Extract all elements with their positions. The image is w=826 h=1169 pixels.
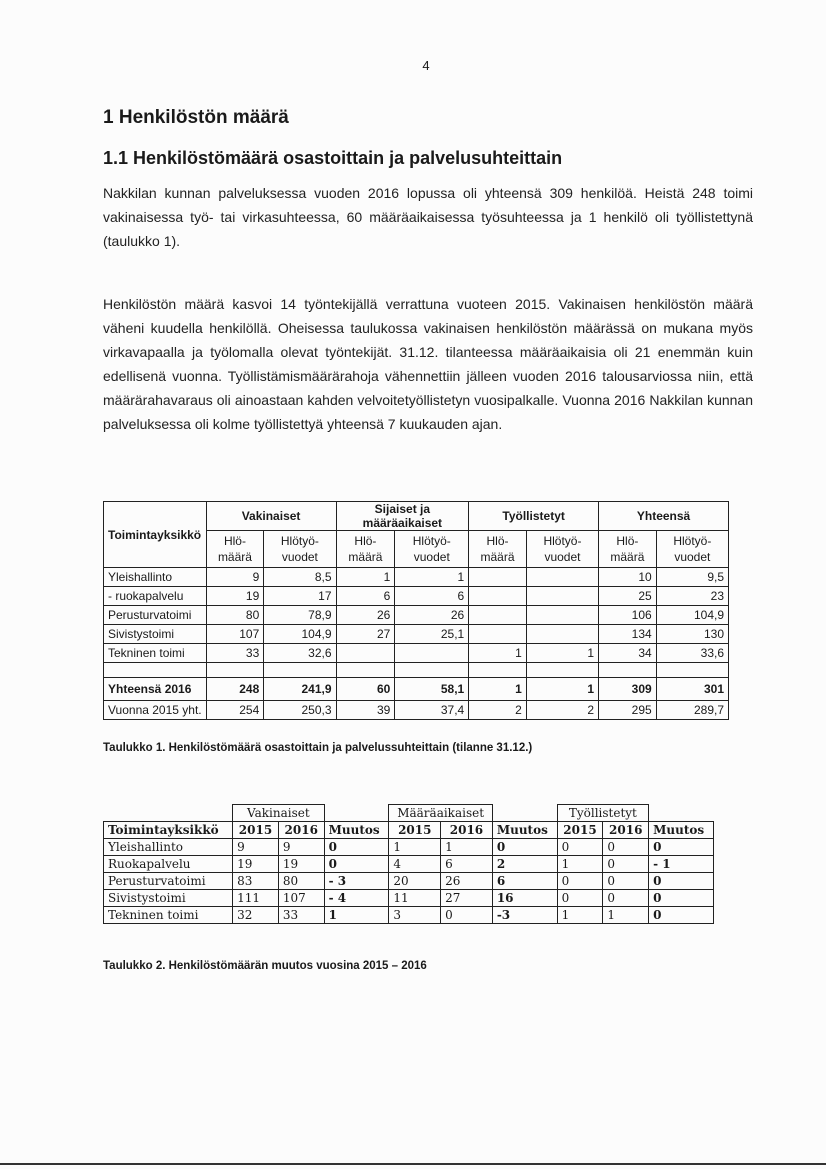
col-header: 2015 [557, 822, 603, 839]
cell: 25,1 [395, 625, 469, 644]
cell: 1 [557, 856, 603, 873]
cell: 39 [336, 701, 395, 720]
table-row [104, 568, 729, 587]
row-label: Perusturvatoimi [104, 873, 233, 890]
group-header: Vakinaiset [206, 502, 336, 531]
sub-header: Hlö-määrä [599, 531, 657, 568]
cell: 33,6 [656, 644, 728, 663]
cell: 83 [233, 873, 279, 890]
cell: 0 [603, 856, 649, 873]
cell: 1 [469, 644, 527, 663]
cell [526, 606, 598, 625]
cell: 60 [336, 678, 395, 701]
cell: 32 [233, 907, 279, 924]
table-row [104, 701, 729, 720]
spacer-row [104, 663, 729, 678]
table-row [104, 839, 714, 856]
cell: 0 [324, 839, 389, 856]
table-row [104, 856, 714, 873]
cell: 19 [278, 856, 324, 873]
cell: 9 [278, 839, 324, 856]
cell: 1 [336, 568, 395, 587]
cell [206, 663, 264, 678]
sub-header: Hlö-määrä [469, 531, 527, 568]
cell: 2 [526, 701, 598, 720]
cell: 0 [324, 856, 389, 873]
cell: 0 [557, 839, 603, 856]
cell [599, 663, 657, 678]
cell: 0 [557, 873, 603, 890]
header-row [104, 805, 714, 822]
cell: 248 [206, 678, 264, 701]
subsection-heading: 1.1 Henkilöstömäärä osastoittain ja palvelusuhteittain [103, 148, 563, 168]
cell: 6 [441, 856, 493, 873]
row-header: Toimintayksikkö [104, 822, 233, 839]
sub-header: Hlö-määrä [336, 531, 395, 568]
cell: 26 [441, 873, 493, 890]
cell [649, 805, 714, 822]
col-header: 2016 [278, 822, 324, 839]
cell: 20 [389, 873, 441, 890]
paragraph-2: Henkilöstön määrä kasvoi 14 työntekijällä verrattuna vuoteen 2015. Vakinaisen henkilöstön määrä väheni kuudella henkilöllä. Oheisessa taulukossa vakinaisen henkilöstön määrässä on mukana myös virkavapaalla ja työlomalla olevat työntekijät. 31.12. tilanteessa määräaikaisia oli 21 enemmän kuin edellisenä vuonna. Työllistämismäärärahoja vähennettiin jälleen vuoden 2016 talousarviossa niin, että määrärahavaraus oli ainoastaan kahden velvoitetyöllistetyn vuosipalkalle. Vuonna 2016 Nakkilan kunnan palveluksessa oli kolme työllistettyä yhteensä 7 kuukauden ajan. [103, 296, 753, 432]
group-header: Vakinaiset [233, 805, 325, 822]
row-label: Yhteensä 2016 [104, 678, 207, 701]
cell: 0 [557, 890, 603, 907]
cell: 3 [389, 907, 441, 924]
cell: 37,4 [395, 701, 469, 720]
table-row [104, 678, 729, 701]
cell [526, 587, 598, 606]
cell: 107 [206, 625, 264, 644]
cell: 17 [264, 587, 336, 606]
cell [526, 625, 598, 644]
row-label: Yleishallinto [104, 568, 207, 587]
group-header: Sijaiset ja määräaikaiset [336, 502, 469, 531]
cell: 26 [336, 606, 395, 625]
cell: - 3 [324, 873, 389, 890]
row-label: Sivistystoimi [104, 625, 207, 644]
table-row [104, 873, 714, 890]
col-header: 2016 [603, 822, 649, 839]
staff-table [103, 501, 729, 720]
cell: 4 [389, 856, 441, 873]
sub-header: Hlötyö-vuodet [395, 531, 469, 568]
cell [264, 663, 336, 678]
sub-header: Hlötyö-vuodet [526, 531, 598, 568]
cell: 0 [649, 907, 714, 924]
table-2-caption: Taulukko 2. Henkilöstömäärän muutos vuosina 2015 – 2016 [103, 960, 427, 972]
table-row [104, 890, 714, 907]
cell: 289,7 [656, 701, 728, 720]
cell: 107 [278, 890, 324, 907]
cell [526, 568, 598, 587]
row-label: - ruokapalvelu [104, 587, 207, 606]
col-header: 2015 [233, 822, 279, 839]
cell: 1 [526, 644, 598, 663]
cell: 8,5 [264, 568, 336, 587]
cell: - 4 [324, 890, 389, 907]
cell: 9 [206, 568, 264, 587]
cell: 2 [492, 856, 557, 873]
col-header: Muutos [649, 822, 714, 839]
cell: 34 [599, 644, 657, 663]
cell: 295 [599, 701, 657, 720]
row-label: Ruokapalvelu [104, 856, 233, 873]
cell: 1 [469, 678, 527, 701]
cell: 33 [278, 907, 324, 924]
cell: 19 [233, 856, 279, 873]
col-header: 2016 [441, 822, 493, 839]
cell [469, 625, 527, 644]
cell: 78,9 [264, 606, 336, 625]
sub-header: Hlö-määrä [206, 531, 264, 568]
cell: 0 [649, 873, 714, 890]
cell: 23 [656, 587, 728, 606]
cell: 1 [389, 839, 441, 856]
cell: 19 [206, 587, 264, 606]
cell: 1 [557, 907, 603, 924]
cell [395, 663, 469, 678]
cell [526, 663, 598, 678]
row-label: Perusturvatoimi [104, 606, 207, 625]
cell [469, 587, 527, 606]
cell: - 1 [649, 856, 714, 873]
cell: 27 [441, 890, 493, 907]
group-header: Työllistetyt [557, 805, 649, 822]
cell [492, 805, 557, 822]
cell [336, 644, 395, 663]
cell: 0 [603, 873, 649, 890]
cell: 33 [206, 644, 264, 663]
col-header: 2015 [389, 822, 441, 839]
paragraph-1: Nakkilan kunnan palveluksessa vuoden 2016 lopussa oli yhteensä 309 henkilöä. Heistä 248 toimi vakinaisessa työ- tai virkasuhteessa, 60 määräaikaisessa työsuhteessa ja 1 henkilö oli työllistettynä (taulukko 1). [103, 185, 753, 249]
cell: 6 [395, 587, 469, 606]
cell: 10 [599, 568, 657, 587]
cell: 134 [599, 625, 657, 644]
cell: 0 [603, 890, 649, 907]
cell [469, 606, 527, 625]
cell: 25 [599, 587, 657, 606]
cell: 104,9 [264, 625, 336, 644]
cell: 9,5 [656, 568, 728, 587]
cell [656, 663, 728, 678]
cell: 0 [603, 839, 649, 856]
cell: 1 [395, 568, 469, 587]
row-label: Vuonna 2015 yht. [104, 701, 207, 720]
table-row [104, 644, 729, 663]
table-row [104, 606, 729, 625]
cell [395, 644, 469, 663]
group-header: Määräaikaiset [389, 805, 492, 822]
cell: 254 [206, 701, 264, 720]
cell: 111 [233, 890, 279, 907]
table-row [104, 625, 729, 644]
cell [104, 805, 233, 822]
cell: 250,3 [264, 701, 336, 720]
cell: 0 [649, 839, 714, 856]
sub-header: Hlötyö-vuodet [264, 531, 336, 568]
col-header: Muutos [492, 822, 557, 839]
col-header: Muutos [324, 822, 389, 839]
cell: 104,9 [656, 606, 728, 625]
page-number: 4 [422, 58, 430, 73]
cell: 6 [492, 873, 557, 890]
group-header: Työllistetyt [469, 502, 599, 531]
cell: 241,9 [264, 678, 336, 701]
table-1-caption: Taulukko 1. Henkilöstömäärä osastoittain ja palvelussuhteittain (tilanne 31.12.) [103, 742, 533, 754]
row-header: Toimintayksikkö [104, 502, 207, 568]
cell: 130 [656, 625, 728, 644]
cell [104, 663, 207, 678]
section-heading: 1 Henkilöstön määrä [103, 107, 289, 128]
row-label: Yleishallinto [104, 839, 233, 856]
bottom-rule [0, 1163, 826, 1165]
cell: 1 [526, 678, 598, 701]
row-label: Tekninen toimi [104, 644, 207, 663]
cell: 6 [336, 587, 395, 606]
table-row [104, 587, 729, 606]
cell: 27 [336, 625, 395, 644]
cell: 309 [599, 678, 657, 701]
cell: 301 [656, 678, 728, 701]
table-row [104, 907, 714, 924]
row-label: Sivistystoimi [104, 890, 233, 907]
cell [469, 568, 527, 587]
cell: 58,1 [395, 678, 469, 701]
cell: 80 [206, 606, 264, 625]
cell: 1 [441, 839, 493, 856]
cell [336, 663, 395, 678]
header-row [104, 822, 714, 839]
cell: 26 [395, 606, 469, 625]
cell: 9 [233, 839, 279, 856]
cell: 32,6 [264, 644, 336, 663]
cell: 11 [389, 890, 441, 907]
cell: 0 [492, 839, 557, 856]
cell: 106 [599, 606, 657, 625]
cell: 0 [649, 890, 714, 907]
change-table [103, 804, 714, 924]
cell: -3 [492, 907, 557, 924]
cell: 16 [492, 890, 557, 907]
cell: 0 [441, 907, 493, 924]
cell [324, 805, 389, 822]
group-header: Yhteensä [599, 502, 729, 531]
sub-header: Hlötyö-vuodet [656, 531, 728, 568]
cell: 1 [324, 907, 389, 924]
cell: 2 [469, 701, 527, 720]
cell: 1 [603, 907, 649, 924]
cell: 80 [278, 873, 324, 890]
cell [469, 663, 527, 678]
row-label: Tekninen toimi [104, 907, 233, 924]
